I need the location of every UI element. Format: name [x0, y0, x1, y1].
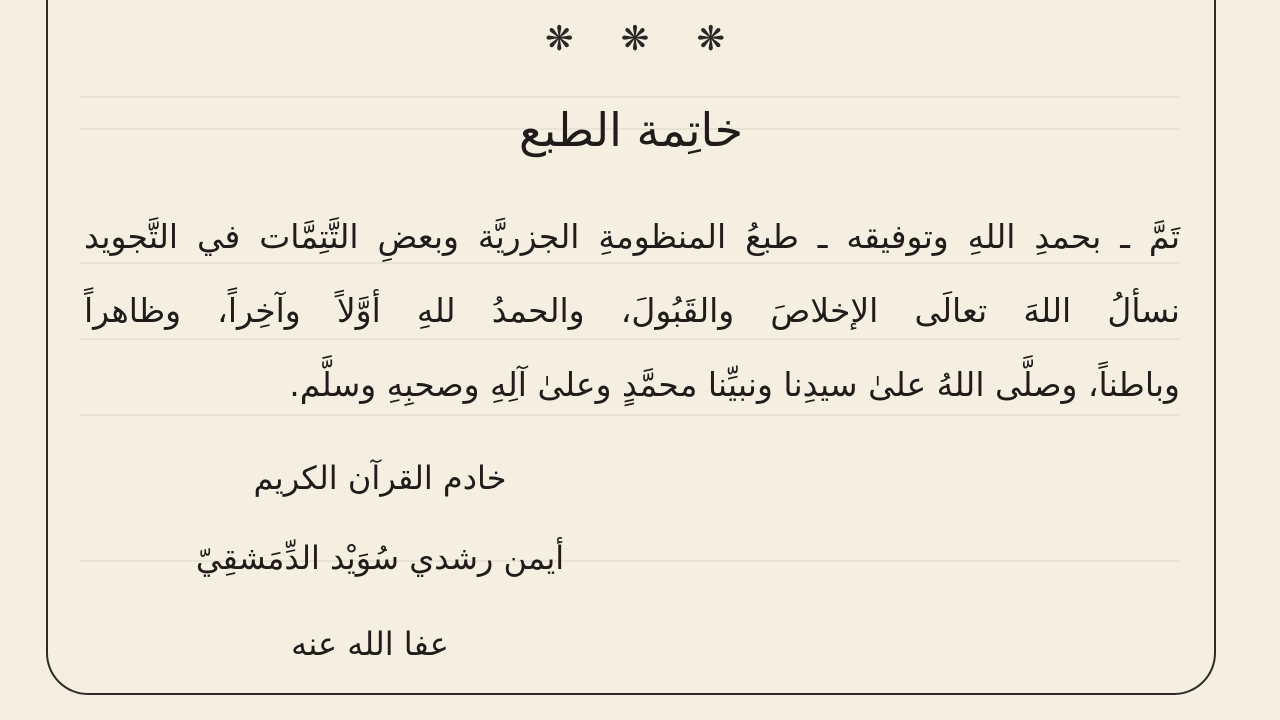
asterism-icon: ❋ [696, 19, 725, 59]
paragraph-line: نسألُ اللهَ تعالَى الإخلاصَ والقَبُولَ، والحمدُ للهِ أوَّلاً وآخِراً، وظاهراً [84, 291, 1180, 330]
asterism-icon: ❋ [620, 19, 650, 59]
body-paragraph [84, 200, 1180, 422]
signature-prayer: عفا الله عنه [291, 625, 449, 663]
signature-name: أيمن رشدي سُوَيْد الدِّمَشقِيّ [195, 539, 565, 577]
page-title: خاتِمة الطبع [518, 103, 744, 157]
paragraph-line: وباطناً، وصلَّى اللهُ علىٰ سيدِنا ونبيِّنا محمَّدٍ وعلىٰ آلِهِ وصحبِهِ وسلَّم. [289, 365, 1180, 404]
paragraph-line: تَمَّ ـ بحمدِ اللهِ وتوفيقه ـ طبعُ المنظومةِ الجزريَّة وبعضِ التَّتِمَّات في التَّجويد [84, 217, 1180, 256]
signature-role: خادم القرآن الكريم [253, 459, 507, 497]
ornament-row [545, 19, 725, 59]
asterism-icon: ❋ [545, 19, 574, 59]
